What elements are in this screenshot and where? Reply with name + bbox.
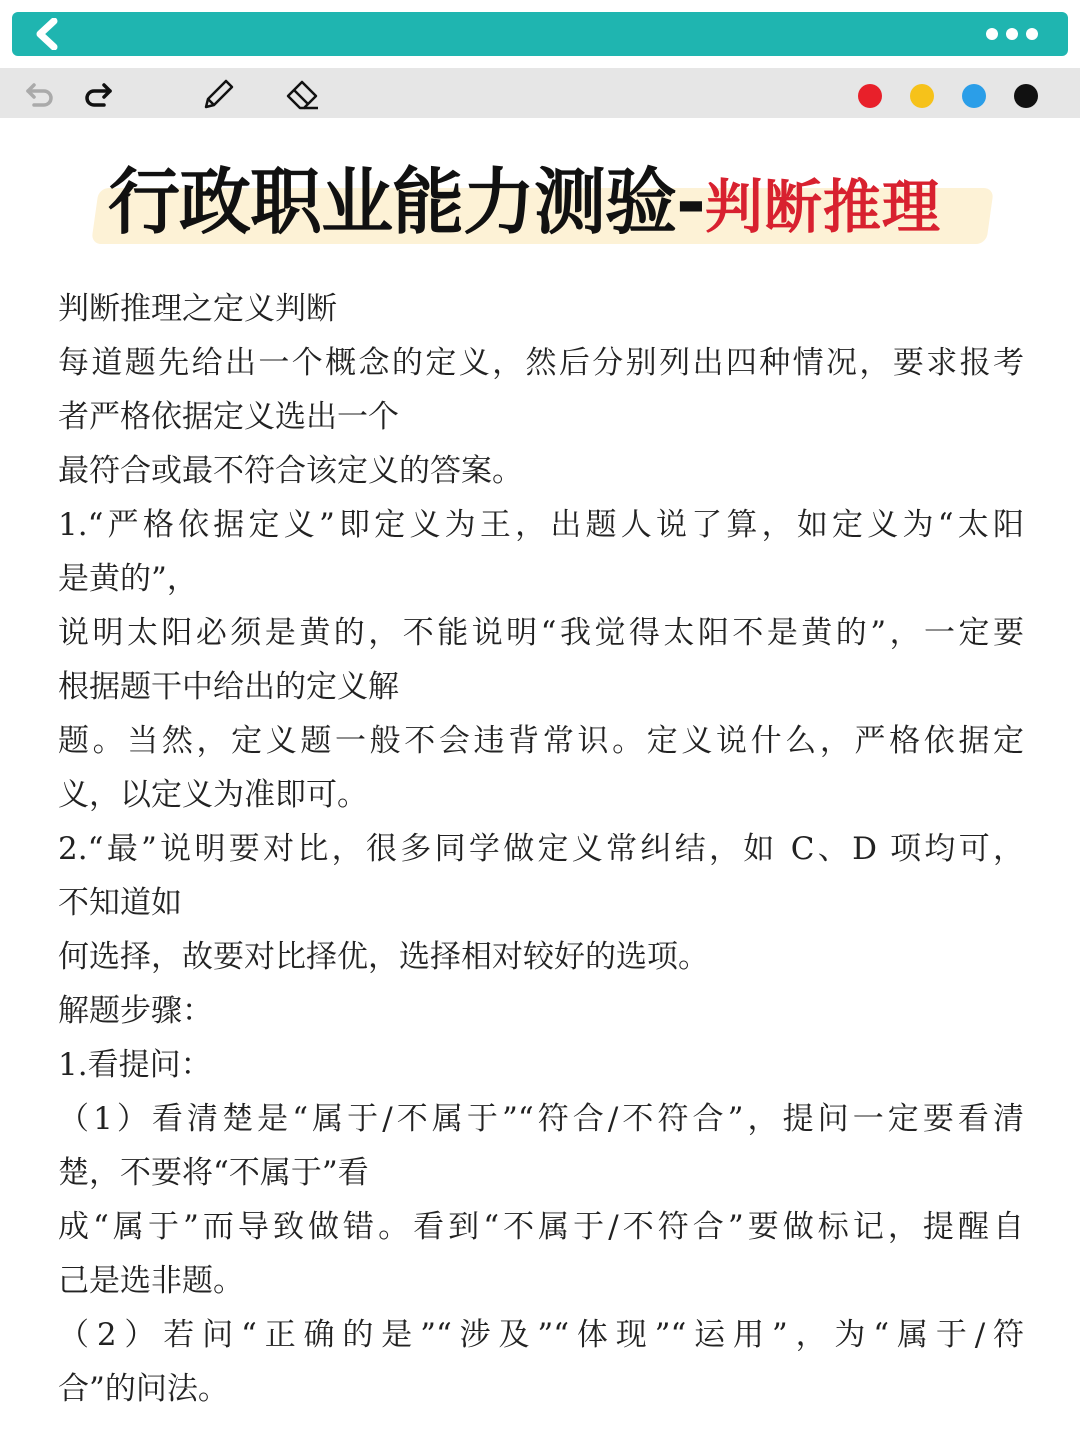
text-line: （1）看清楚是“属于/不属于”“符合/不符合”，提问一定要看清	[58, 1101, 1024, 1137]
text-line: 根据题干中给出的定义解	[58, 669, 399, 705]
text-line: 最符合或最不符合该定义的答案。	[58, 453, 523, 489]
text-line: 1.“严格依据定义”即定义为王，出题人说了算，如定义为“太阳	[58, 507, 1024, 543]
title-sub: 判断推理	[704, 173, 941, 241]
title-main: 行政职业能力测验-	[108, 160, 705, 244]
page-title	[0, 150, 1080, 260]
text-line: 2.“最”说明要对比，很多同学做定义常纠结，如 C、D 项均可，	[58, 831, 1024, 867]
redo-icon[interactable]	[80, 76, 116, 110]
text-line: 解题步骤：	[58, 993, 213, 1029]
undo-icon[interactable]	[22, 76, 58, 110]
color-red-swatch[interactable]	[858, 84, 882, 108]
text-line: 是黄的”，	[58, 561, 198, 597]
text-line: 判断推理之定义判断	[58, 291, 337, 327]
color-blue-swatch[interactable]	[962, 84, 986, 108]
text-line: 每道题先给出一个概念的定义，然后分别列出四种情况，要求报考	[58, 345, 1024, 381]
text-line: 义，以定义为准即可。	[58, 777, 368, 813]
text-line: 1.看提问：	[58, 1047, 212, 1083]
more-options-icon[interactable]	[986, 28, 1038, 40]
text-line: 何选择，故要对比择优，选择相对较好的选项。	[58, 939, 709, 975]
back-arrow-icon[interactable]	[30, 18, 64, 50]
color-black-swatch[interactable]	[1014, 84, 1038, 108]
article-body	[58, 282, 1024, 1416]
color-yellow-swatch[interactable]	[910, 84, 934, 108]
eraser-icon[interactable]	[284, 76, 320, 110]
top-app-bar	[12, 12, 1068, 56]
pencil-icon[interactable]	[200, 76, 236, 110]
text-line: 说明太阳必须是黄的，不能说明“我觉得太阳不是黄的”，一定要	[58, 615, 1024, 651]
text-line: 不知道如	[58, 885, 182, 921]
text-line: 成“属于”而导致做错。看到“不属于/不符合”要做标记，提醒自	[58, 1209, 1024, 1245]
text-line: 楚，不要将“不属于”看	[58, 1155, 369, 1191]
text-line: 题。当然，定义题一般不会违背常识。定义说什么，严格依据定	[58, 723, 1024, 759]
text-line: （2）若问“正确的是”“涉及”“体现”“运用”，为“属于/符	[58, 1317, 1024, 1353]
text-line: 者严格依据定义选出一个	[58, 399, 399, 435]
text-line: 合”的问法。	[58, 1371, 229, 1407]
text-line: 己是选非题。	[58, 1263, 244, 1299]
